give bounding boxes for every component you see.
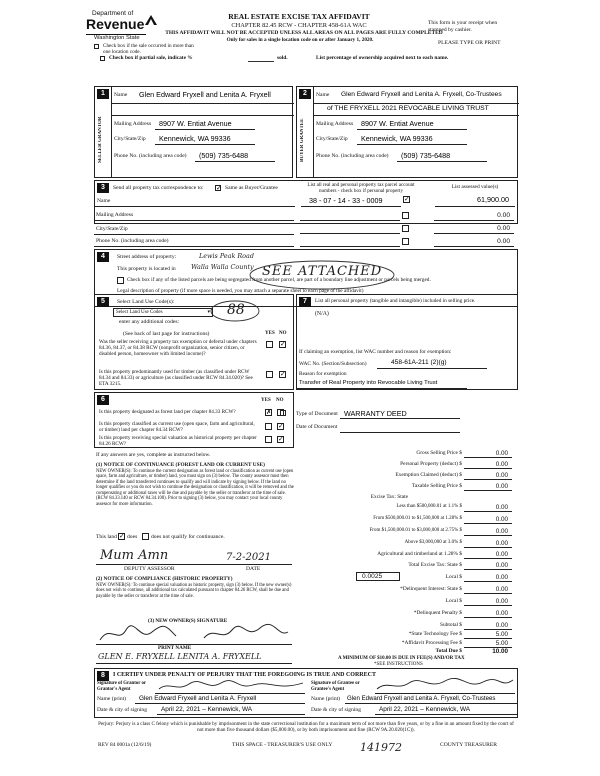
section-5-landuse: [94, 294, 294, 390]
handwritten-number: 141972: [360, 741, 402, 754]
treasurer-only: THIS SPACE - TREASURER'S USE ONLY: [232, 742, 333, 748]
parcel-row2-checkbox[interactable]: [402, 212, 409, 219]
personal-prop-value[interactable]: (N/A): [315, 311, 329, 317]
form-warning: THIS AFFIDAVIT WILL NOT BE ACCEPTED UNLESS ALL AREAS ON ALL PAGES ARE FULLY COMPLETED: [165, 30, 443, 36]
q5-1-text: Was the seller receiving a property tax exemption or deferral under chapters 84.36, 84.37, or 84.38 RCW (nonprofit organization, senior citizen, or disabled person, homeowner with limited income)?: [99, 339, 257, 358]
landuse-select[interactable]: [113, 308, 213, 317]
segregated-checkbox[interactable]: [117, 277, 124, 284]
landuse-circle: [209, 299, 261, 323]
no-header: NO: [279, 331, 287, 336]
wac-value[interactable]: 458-61A-211 (2)(g): [391, 359, 447, 366]
yes-header-6: YES: [261, 398, 271, 403]
new-owner-signatures: [96, 622, 296, 646]
local-label: Local $: [445, 574, 462, 580]
perjury-text: Perjury: Perjury is a class C felony which is punishable by imprisonment in the state correctional institution for a maximum term of not more than five years, or by a fine in an amount fixed by the court of not more than five thousand dollars ($5,000.00), or by both imprisonment and fine (RCW 9A.20.020(1C)).: [98, 721, 514, 734]
section-4-number: 4: [97, 252, 109, 262]
q5-2-no[interactable]: ✓: [280, 370, 286, 378]
subtotal-label: Subtotal $: [439, 622, 462, 628]
seller-phone[interactable]: (509) 735-6488: [199, 151, 249, 160]
q5-2-text: Is this property predominantly used for timber (as classified under RCW 84.34 and 84.33) or agriculture (as classified under RCW 84.34.020)? See ETA 3215.: [99, 369, 253, 388]
if-yes-note: If any answers are yes, complete as instructed below.: [96, 452, 211, 458]
grantee-date[interactable]: April 22, 2021 – Kennewick, WA: [379, 706, 471, 713]
seller-name[interactable]: Glen Edward Fryxell and Lenita A. Fryxell: [139, 90, 271, 99]
assessed-row3: 0.00: [497, 225, 510, 232]
wac-label: WAC No. (Section/Subsection): [299, 361, 367, 367]
same-as-buyer-checkbox[interactable]: ✓: [216, 184, 222, 192]
seller-mail[interactable]: 8907 W. Entiat Avenue: [159, 119, 232, 128]
grantee-signatures: [375, 677, 515, 693]
form-title: REAL ESTATE EXCISE TAX AFFIDAVIT: [228, 12, 370, 21]
q6-3-no[interactable]: ✓: [278, 435, 284, 443]
legal-desc-label: Legal description of property (if more space is needed, you may attach a separate sheet to each page of the affidavit): [117, 288, 364, 294]
new-owner-sig-label: (3) NEW OWNER(S) SIGNATURE: [148, 618, 228, 624]
does-label: does: [127, 534, 138, 540]
deputy-signature: Mum Amn: [100, 548, 169, 563]
delinq-penalty-label: *Delinquent Penalty $: [413, 610, 462, 616]
delinq-local-label: Local $: [445, 598, 462, 604]
section-1-number: 1: [97, 89, 109, 99]
q5-1-yes[interactable]: [266, 341, 273, 348]
exemption-deduct-value[interactable]: 0.00: [495, 472, 508, 479]
q6-1-yes[interactable]: ✗: [266, 408, 272, 416]
buyer-side-label: BUYER GRANTEE: [300, 118, 305, 162]
exemption-deduct-label: Exemption Claimed (deduct) $: [395, 472, 462, 478]
deputy-label: DEPUTY ASSESSOR: [124, 566, 175, 572]
landuse-value: 88: [227, 302, 245, 318]
taxable-label: Taxable Selling Price $: [411, 483, 462, 489]
located-county[interactable]: Walla Walla County: [191, 263, 254, 271]
grantor-date[interactable]: April 22, 2021 – Kennewick, WA: [161, 706, 253, 713]
receipt-note: This form is your receipt when stamped by cashier.: [428, 20, 498, 33]
seller-city[interactable]: Kennewick, WA 99336: [159, 134, 231, 143]
minimum-due: A MINIMUM OF $10.00 IS DUE IN FEE(S) AND/OR TAX: [338, 656, 465, 661]
landuse-placeholder: Select Land Use Codes: [116, 310, 163, 315]
buyer-name[interactable]: Glen Edward Fryxell and Lenita A. Fryxell, Co-Trustees: [341, 91, 502, 98]
corr-city-label: City/State/Zip: [96, 226, 128, 232]
county-treasurer: COUNTY TREASURER: [440, 742, 498, 748]
form-only-sales: Only for sales in a single location code on or after January 1, 2020.: [226, 37, 374, 43]
taxable-value[interactable]: 0.00: [495, 483, 508, 490]
buyer-name-label: Name: [316, 92, 330, 98]
seller-side-label: SELLER GRANTOR: [98, 116, 103, 164]
delinq-state-value[interactable]: 0.00: [495, 586, 508, 593]
section-8-certify: [94, 668, 518, 718]
q6-3-yes[interactable]: [265, 436, 272, 443]
section-3-correspondence: [94, 180, 518, 224]
doc-type-checkbox: [280, 410, 286, 416]
same-as-buyer-label: Same as Buyer/Grantee: [225, 185, 278, 191]
reason-label: Reason for exemption: [299, 371, 347, 377]
total-due-value[interactable]: 10.00: [492, 648, 508, 655]
grantor-signatures: [157, 679, 307, 693]
grantee-date-label: Date & city of signing: [311, 707, 362, 713]
assessed-row2: 0.00: [497, 212, 510, 219]
personal-deduct-value[interactable]: 0.00: [495, 461, 508, 468]
section-8-number: 8: [97, 671, 109, 681]
assessed-header: List assessed value(s): [451, 184, 499, 190]
tech-fee-value[interactable]: 5.00: [495, 631, 508, 638]
segregated-label: Check box if any of the listed parcels are being segregated from another parcel, are part of a boundary line adjustment or parcels being merged.: [127, 277, 431, 283]
chevron-down-icon: ▾: [207, 310, 210, 315]
tier2-value[interactable]: 0.00: [495, 516, 508, 523]
agri-label: Agricultural and timberland at 1.28% $: [377, 551, 462, 557]
parcel-number[interactable]: 38 - 07 - 14 - 33 - 0009: [309, 196, 383, 205]
q6-2-text: Is this property classified as current use (open space, farm and agricultural, or timber) land per chapter 84.34 RCW?: [99, 421, 255, 434]
see-instructions: *SEE INSTRUCTIONS: [374, 662, 423, 667]
street-address[interactable]: Lewis Peak Road: [199, 252, 254, 260]
personal-prop-label: List all personal property (tangible and intangible) included in selling price.: [315, 298, 476, 304]
see-back-label: (See back of last page for instructions): [123, 331, 210, 337]
buyer-phone-label: Phone No. (including area code): [316, 153, 389, 159]
certify-text: I CERTIFY UNDER PENALTY OF PERJURY THAT THE FOREGOING IS TRUE AND CORRECT: [113, 672, 376, 678]
parcel-row3-checkbox[interactable]: [402, 225, 409, 232]
tier3-value[interactable]: 0.00: [495, 528, 508, 535]
buyer-phone[interactable]: (509) 735-6488: [401, 151, 451, 160]
seller-name-label: Name: [114, 92, 128, 98]
parcel-personal-checkbox[interactable]: ✓: [404, 195, 410, 203]
tech-fee-label: *State Technology Fee $: [408, 631, 462, 637]
notice1-body: NEW OWNER(S): To continue the current designation as forest land or classification as current use (open space, farm and agriculture, or timber) land, you must sign on (3) below. The county assessor must then determine if the land transferred continues to qualify and will indicate by signing below. If the land no longer qualifies or you do not wish to continue the designation or classification, it will be removed and the compensating or additional taxes will be due and payable by the seller or transferor at the time of sale. (RCW 84.33.140 or RCW 84.34.108). Prior to signing (3) below, you may contact your local county assessor for more information.: [96, 469, 294, 507]
tier1-value[interactable]: 0.00: [495, 504, 508, 511]
assessed-row4: 0.00: [497, 238, 510, 245]
logo-dept: Department of: [92, 10, 134, 17]
logo-revenue: Revenue: [86, 16, 145, 32]
tier3-label: From $1,500,000.01 to $3,000,000 at 2.75% $: [369, 528, 462, 533]
corr-name-label: Name: [97, 198, 111, 204]
doc-type-value[interactable]: WARRANTY DEED: [344, 409, 407, 418]
seller-mail-label: Mailing Address: [114, 121, 152, 127]
q6-2-yes[interactable]: [265, 423, 272, 430]
see-attached-handwritten: SEE ATTACHED: [262, 264, 383, 279]
local-rate: 0.0025: [362, 573, 383, 580]
form-chapter: CHAPTER 82.45 RCW - CHAPTER 458-61A WAC: [231, 22, 367, 29]
doc-type-label: Type of Document: [296, 411, 338, 417]
partial-sale-sold: sold.: [277, 55, 288, 61]
section-2-number: 2: [299, 89, 311, 99]
multi-location-label: Check box if the sale occurred in more than one location code.: [103, 43, 194, 56]
section-6-number: 6: [97, 395, 109, 405]
gross-value[interactable]: 0.00: [495, 450, 508, 457]
seller-phone-label: Phone No. (including area code): [114, 153, 187, 159]
section-7-number: 7: [299, 297, 311, 307]
does-not-checkbox[interactable]: [142, 533, 149, 540]
seller-city-label: City/State/Zip: [114, 136, 146, 142]
deputy-date-label: DATE: [246, 566, 261, 572]
grantee-sig-label: Signature of Grantee or Grantee's Agent: [311, 681, 360, 692]
q6-3-text: Is this property receiving special valuation as historical property per chapter 84.26 RCW?: [99, 435, 257, 448]
total-state-value[interactable]: 0.00: [495, 562, 508, 569]
total-state-label: Total Excise Tax: State $: [408, 562, 462, 568]
grantor-name-label: Name (print): [97, 696, 127, 702]
does-checkbox[interactable]: ✓: [119, 532, 125, 540]
delinq-state-label: *Delinquent Interest: State $: [400, 586, 462, 592]
local-value[interactable]: 0.00: [495, 574, 508, 581]
rev-number: REV 84 0001a (12/6/19): [98, 742, 152, 748]
located-label: This property is located in: [117, 266, 176, 272]
total-due-label: Total Due $: [435, 648, 462, 654]
agri-value[interactable]: 0.00: [495, 551, 508, 558]
q6-1-text: Is this property designated as forest land per chapter 84.33 RCW?: [99, 409, 236, 415]
yes-header: YES: [265, 331, 275, 336]
doc-date-label: Date of Document: [296, 424, 338, 430]
subtotal-value[interactable]: 0.00: [495, 622, 508, 629]
grantee-name-label: Name (print): [311, 696, 341, 702]
notice2-body: NEW OWNER(S): To continue special valuation as historic property, sign (3) below. If the new owner(s) does not wish to continue, all additional tax calculated pursuant to chapter 84.26 RCW, shall be due and payable by the seller or transferor at the time of sale.: [96, 583, 292, 599]
multi-location-checkbox[interactable]: [94, 44, 99, 49]
personal-deduct-label: Personal Property (deduct) $: [400, 461, 462, 467]
corr-phone-label: Phone No. (including area code): [96, 238, 169, 244]
buyer-city-label: City/State/Zip: [316, 136, 348, 142]
tier1-label: Less than $500,000.01 at 1.1% $: [396, 504, 462, 509]
reason-value[interactable]: Transfer of Real Property into Revocable Living Trust: [299, 380, 438, 386]
type-or-print: PLEASE TYPE OR PRINT: [438, 40, 501, 46]
delinq-local-value[interactable]: 0.00: [495, 598, 508, 605]
partial-sale-blank: [248, 61, 274, 62]
buyer-city[interactable]: Kennewick, WA 99336: [361, 134, 433, 143]
section-1-seller: [94, 86, 293, 178]
no-header-6: NO: [276, 398, 284, 403]
enter-additional-label: enter any additional codes:: [119, 319, 180, 325]
tier2-label: From $500,000.01 to $1,500,000 at 1.28% $: [373, 516, 462, 521]
print-name-label: PRINT NAME: [158, 645, 192, 651]
printed-names: GLEN E. FRYXELL LENITA A. FRYXELL: [98, 652, 262, 661]
ownership-note: List percentage of ownership acquired next to each name.: [316, 55, 449, 61]
tier4-label: Above $3,000,000 at 3.0% $: [404, 540, 462, 545]
notice1-title: (1) NOTICE OF CONTINUANCE (FOREST LAND OR CURRENT USE): [96, 462, 265, 468]
assessed-value[interactable]: 61,900.00: [477, 195, 509, 204]
notice2-title: (2) NOTICE OF COMPLIANCE (HISTORIC PROPERTY): [96, 576, 233, 582]
q5-2-yes[interactable]: [266, 371, 273, 378]
corr-mail-label: Mailing Address: [96, 212, 134, 218]
grantee-name-print[interactable]: Glen Edward Fryxell and Lenita A. Fryxell, Co-Trustees: [347, 695, 496, 702]
send-correspondence-label: Send all property tax correspondence to:: [113, 185, 204, 191]
buyer-mail-label: Mailing Address: [316, 121, 354, 127]
affidavit-fee-label: *Affidavit Processing Fee $: [401, 640, 462, 646]
buyer-name-line2[interactable]: of THE FRYXELL 2021 REVOCABLE LIVING TRUST: [327, 105, 489, 112]
does-not-label: does not qualify for continuance.: [151, 534, 225, 540]
grantor-sig-label: Signature of Grantor or Grantor's Agent: [97, 681, 146, 692]
calc-block: [296, 450, 518, 654]
q6-2-no[interactable]: ✓: [278, 422, 284, 430]
excise-state-label: Excise Tax: State: [370, 494, 408, 500]
continuance-row: [96, 533, 294, 543]
section-2-buyer: [296, 86, 518, 178]
parcel-row4-checkbox[interactable]: [402, 238, 409, 245]
section-7-personal: [296, 294, 518, 390]
grantor-name-print[interactable]: Glen Edward Fryxell and Lenita A. Fryxell: [139, 695, 257, 702]
logo-state: Washington State: [94, 35, 140, 41]
see-attached-scribble: [248, 258, 398, 292]
section-5-number: 5: [97, 297, 109, 307]
gross-label: Gross Selling Price $: [416, 450, 462, 456]
buyer-mail[interactable]: 8907 W. Entiat Avenue: [361, 119, 434, 128]
street-label: Street address of property:: [117, 254, 177, 260]
q5-1-no[interactable]: ✓: [280, 340, 286, 348]
deputy-date: 7-2-2021: [226, 552, 271, 563]
partial-sale-label: Check box if partial sale, indicate %: [109, 55, 193, 61]
parcel-header: List all real and personal property tax parcel account numbers - check box if personal property: [307, 182, 415, 194]
affidavit-fee-value[interactable]: 5.00: [495, 640, 508, 647]
section-3-number: 3: [97, 183, 109, 193]
tier4-value[interactable]: 0.00: [495, 540, 508, 547]
logo-mark-icon: [144, 14, 158, 26]
partial-sale-checkbox[interactable]: [100, 56, 105, 61]
exemption-intro: If claiming an exemption, list WAC number and reason for exemption:: [299, 349, 452, 355]
land-label: This land: [96, 534, 117, 540]
landuse-label: Select Land Use Code(s):: [117, 299, 175, 305]
delinq-penalty-value[interactable]: 0.00: [495, 610, 508, 617]
section-6-designation: [94, 392, 294, 448]
grantor-date-label: Date & city of signing: [97, 707, 148, 713]
